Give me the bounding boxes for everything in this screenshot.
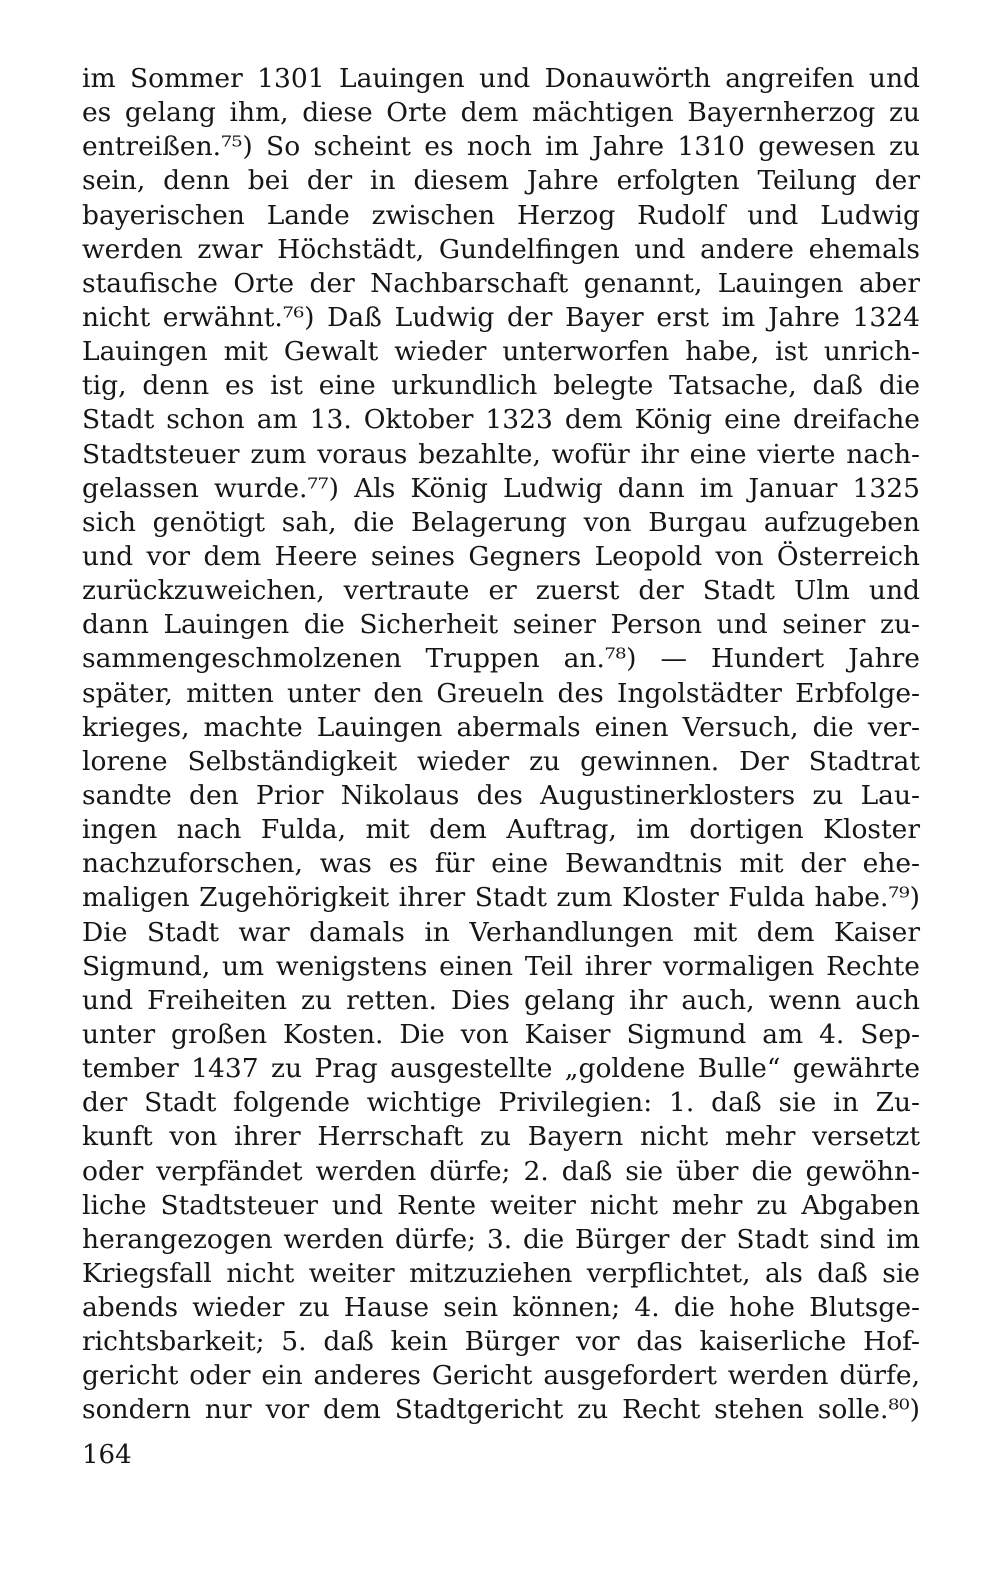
text-line: sein, denn bei der in diesem Jahre erfolgten Teilung der bbox=[82, 165, 920, 197]
text-line: gelassen wurde.⁷⁷) Als König Ludwig dann im Januar 1325 bbox=[82, 472, 920, 504]
text-line: tember 1437 zu Prag ausgestellte „goldene Bulle“ gewährte bbox=[82, 1053, 920, 1085]
text-line: kunft von ihrer Herrschaft zu Bayern nicht mehr versetzt bbox=[82, 1121, 920, 1153]
body-text bbox=[82, 62, 920, 1428]
text-line: Stadt schon am 13. Oktober 1323 dem König eine dreifache bbox=[82, 404, 920, 436]
text-line: staufische Orte der Nachbarschaft genannt, Lauingen aber bbox=[82, 267, 920, 299]
text-line: nicht erwähnt.⁷⁶) Daß Ludwig der Bayer erst im Jahre 1324 bbox=[82, 301, 920, 333]
text-line: werden zwar Höchstädt, Gundelfingen und andere ehemals bbox=[82, 233, 920, 265]
text-line: nachzuforschen, was es für eine Bewandtnis mit der ehe- bbox=[82, 848, 920, 880]
text-line: krieges, machte Lauingen abermals einen Versuch, die ver- bbox=[82, 711, 920, 743]
text-line: dann Lauingen die Sicherheit seiner Person und seiner zu- bbox=[82, 609, 920, 641]
text-line: Kriegsfall nicht weiter mitzuziehen verpflichtet, als daß sie bbox=[82, 1257, 920, 1289]
text-line: es gelang ihm, diese Orte dem mächtigen Bayernherzog zu bbox=[82, 97, 920, 129]
text-line: sich genötigt sah, die Belagerung von Burgau aufzugeben bbox=[82, 506, 920, 538]
text-line: tig, denn es ist eine urkundlich belegte Tatsache, daß die bbox=[82, 370, 920, 402]
text-line: unter großen Kosten. Die von Kaiser Sigmund am 4. Sep- bbox=[82, 1018, 920, 1050]
text-line: lorene Selbständigkeit wieder zu gewinnen. Der Stadtrat bbox=[82, 745, 920, 777]
text-line: sammengeschmolzenen Truppen an.⁷⁸) — Hundert Jahre bbox=[82, 643, 920, 675]
text-line: und vor dem Heere seines Gegners Leopold von Österreich bbox=[82, 540, 920, 572]
page-number: 164 bbox=[82, 1440, 132, 1470]
text-line: herangezogen werden dürfe; 3. die Bürger der Stadt sind im bbox=[82, 1223, 920, 1255]
text-line: der Stadt folgende wichtige Privilegien: 1. daß sie in Zu- bbox=[82, 1087, 920, 1119]
text-line: zurückzuweichen, vertraute er zuerst der Stadt Ulm und bbox=[82, 575, 920, 607]
text-line: und Freiheiten zu retten. Dies gelang ihr auch, wenn auch bbox=[82, 984, 920, 1016]
text-line: liche Stadtsteuer und Rente weiter nicht mehr zu Abgaben bbox=[82, 1189, 920, 1221]
text-line: Die Stadt war damals in Verhandlungen mit dem Kaiser bbox=[82, 916, 920, 948]
text-line: gericht oder ein anderes Gericht ausgefordert werden dürfe, bbox=[82, 1360, 920, 1392]
text-line: sandte den Prior Nikolaus des Augustinerklosters zu Lau- bbox=[82, 779, 920, 811]
text-line: sondern nur vor dem Stadtgericht zu Recht stehen solle.⁸⁰) bbox=[82, 1394, 920, 1426]
text-line: Stadtsteuer zum voraus bezahlte, wofür ihr eine vierte nach- bbox=[82, 438, 920, 470]
text-line: im Sommer 1301 Lauingen und Donauwörth angreifen und bbox=[82, 63, 920, 94]
text-line: Lauingen mit Gewalt wieder unterworfen habe, ist unrich- bbox=[82, 336, 920, 368]
text-line: bayerischen Lande zwischen Herzog Rudolf und Ludwig bbox=[82, 199, 920, 231]
text-line: richtsbarkeit; 5. daß kein Bürger vor das kaiserliche Hof- bbox=[82, 1326, 920, 1358]
text-line: entreißen.⁷⁵) So scheint es noch im Jahre 1310 gewesen zu bbox=[82, 131, 920, 163]
text-line: ingen nach Fulda, mit dem Auftrag, im dortigen Kloster bbox=[82, 814, 920, 846]
text-line: Sigmund, um wenigstens einen Teil ihrer vormaligen Rechte bbox=[82, 950, 920, 982]
text-line: später, mitten unter den Greueln des Ingolstädter Erbfolge- bbox=[82, 677, 920, 709]
text-line: abends wieder zu Hause sein können; 4. die hohe Blutsge- bbox=[82, 1292, 920, 1324]
text-line: maligen Zugehörigkeit ihrer Stadt zum Kloster Fulda habe.⁷⁹) bbox=[82, 882, 920, 914]
text-line: oder verpfändet werden dürfe; 2. daß sie über die gewöhn- bbox=[82, 1155, 920, 1187]
